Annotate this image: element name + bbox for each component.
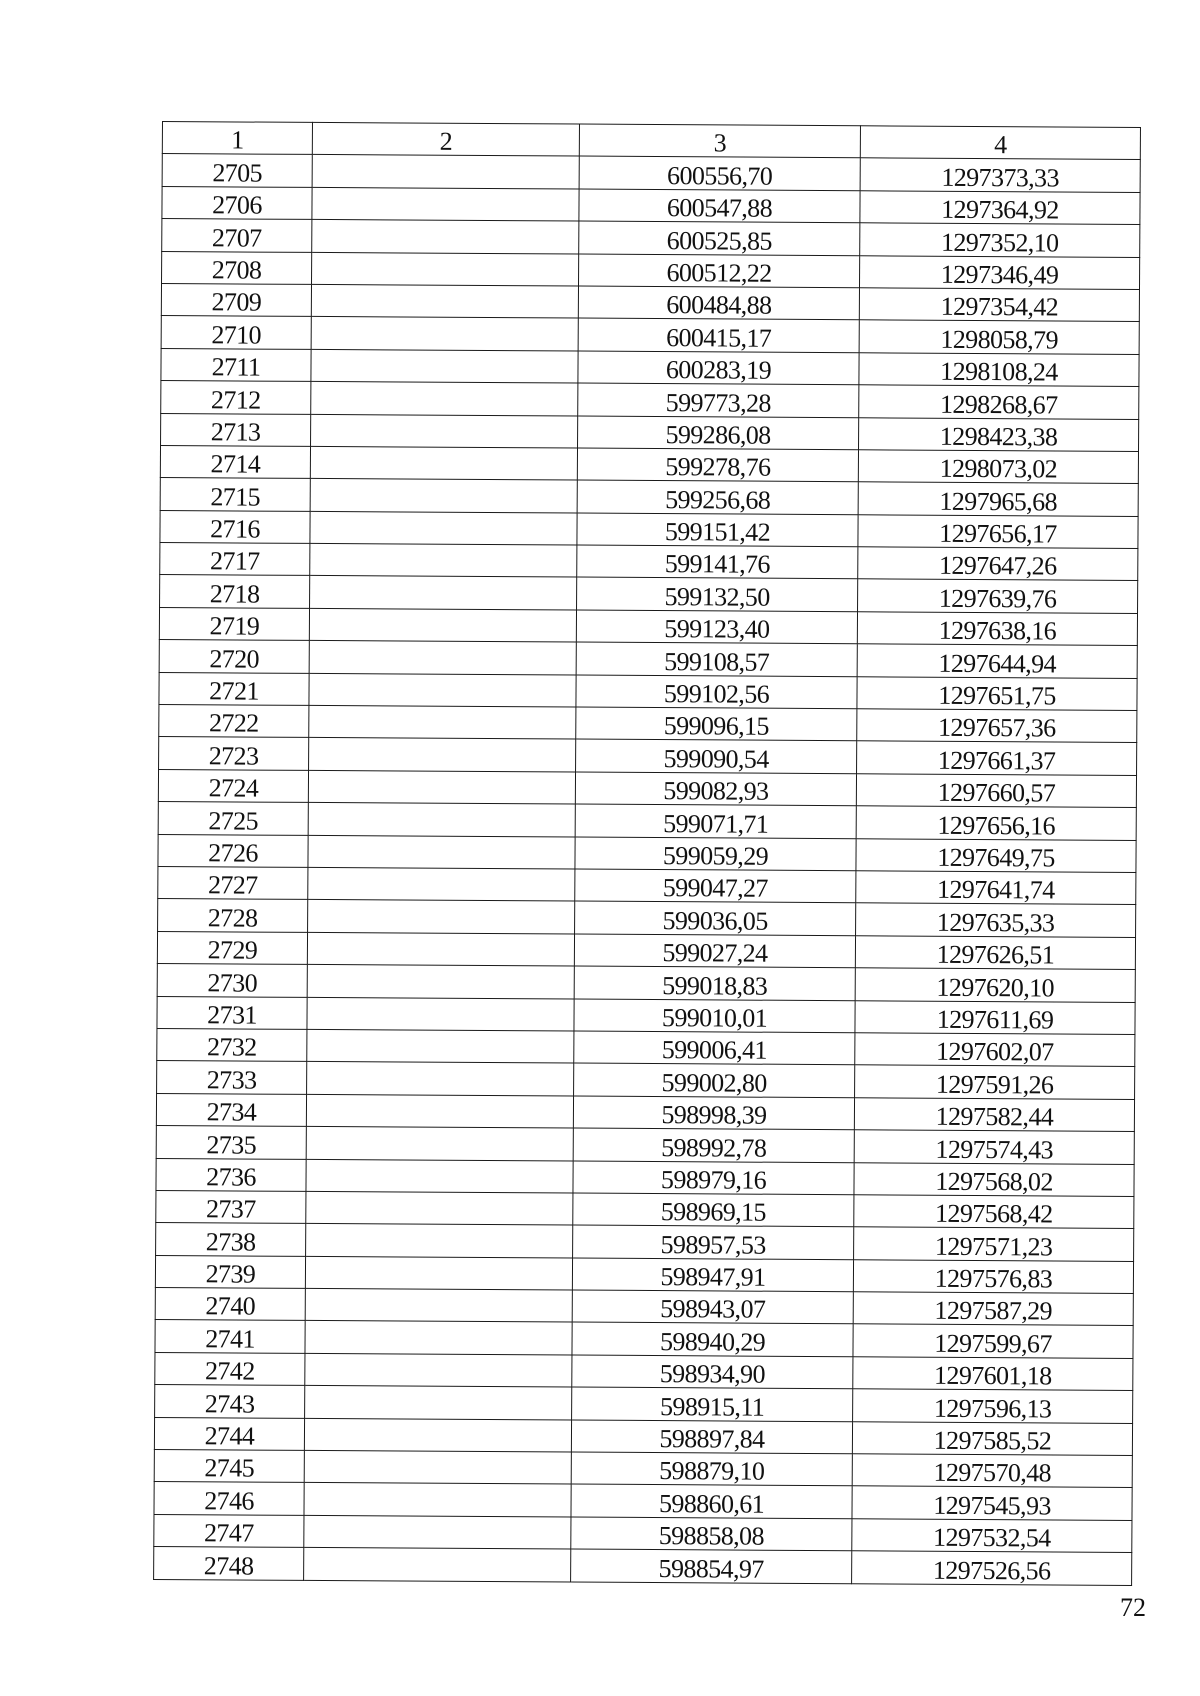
table-cell-col-3: 599096,15 [576, 707, 857, 741]
table-cell-col-3: 598998,39 [573, 1096, 854, 1130]
table-cell-col-2 [311, 349, 578, 383]
table-cell-col-2 [311, 317, 578, 351]
table-cell-col-2 [309, 738, 576, 772]
table-cell-col-4: 1297649,75 [856, 838, 1136, 872]
table-cell-col-1: 2716 [160, 510, 310, 543]
table-cell-col-1: 2710 [161, 316, 311, 349]
header-col-4: 4 [860, 126, 1140, 160]
table-cell-col-4: 1297661,37 [857, 741, 1137, 775]
table-cell-col-2 [306, 1191, 573, 1225]
table-cell-col-2 [306, 1127, 573, 1161]
table-cell-col-1: 2737 [156, 1190, 306, 1223]
table-cell-col-3: 600556,70 [579, 156, 860, 190]
table-cell-col-1: 2734 [156, 1093, 306, 1126]
table-cell-col-2 [306, 1224, 573, 1258]
table-cell-col-2 [309, 608, 576, 642]
table-cell-col-4: 1297638,16 [857, 612, 1137, 646]
table-cell-col-1: 2721 [159, 672, 309, 705]
table-cell-col-4: 1297601,18 [853, 1357, 1133, 1391]
table-cell-col-1: 2714 [160, 445, 310, 478]
table-cell-col-3: 599123,40 [576, 610, 857, 644]
table-cell-col-4: 1297545,93 [852, 1486, 1132, 1520]
table-cell-col-2 [312, 252, 579, 286]
table-cell-col-2 [309, 641, 576, 675]
table-cell-col-3: 598943,07 [572, 1290, 853, 1324]
table-cell-col-3: 599102,56 [576, 675, 857, 709]
table-cell-col-3: 599071,71 [575, 804, 856, 838]
table-cell-col-1: 2738 [156, 1223, 306, 1256]
table-cell-col-1: 2743 [155, 1385, 305, 1418]
table-cell-col-1: 2707 [162, 219, 312, 252]
table-cell-col-3: 598854,97 [571, 1549, 852, 1583]
table-cell-col-4: 1298423,38 [859, 417, 1139, 451]
table-cell-col-4: 1297587,29 [853, 1292, 1133, 1326]
table-cell-col-3: 599010,01 [574, 999, 855, 1033]
table-cell-col-3: 598860,61 [571, 1484, 852, 1518]
table-cell-col-2 [308, 803, 575, 837]
table-cell-col-2 [310, 479, 577, 513]
table-cell-col-1: 2712 [161, 381, 311, 414]
table-cell-col-2 [307, 997, 574, 1031]
table-cell-col-4: 1297591,26 [855, 1065, 1135, 1099]
table-cell-col-1: 2711 [161, 348, 311, 381]
table-cell-col-3: 600283,19 [578, 351, 859, 385]
table-cell-col-4: 1297585,52 [852, 1421, 1132, 1455]
table-cell-col-4: 1297651,75 [857, 676, 1137, 710]
table-cell-col-4: 1298268,67 [859, 385, 1139, 419]
table-cell-col-4: 1297526,56 [852, 1551, 1132, 1585]
table-cell-col-2 [304, 1450, 571, 1484]
table-cell-col-1: 2747 [154, 1514, 304, 1547]
table-cell-col-2 [310, 446, 577, 480]
table-cell-col-2 [312, 187, 579, 221]
table-cell-col-3: 598957,53 [573, 1225, 854, 1259]
table-cell-col-2 [304, 1483, 571, 1517]
table-cell-col-4: 1298058,79 [859, 320, 1139, 354]
table-cell-col-3: 598947,91 [572, 1258, 853, 1292]
table-cell-col-4: 1297965,68 [858, 482, 1138, 516]
table-cell-col-1: 2731 [157, 996, 307, 1029]
table-cell-col-2 [308, 867, 575, 901]
table-cell-col-4: 1297656,17 [858, 514, 1138, 548]
table-cell-col-4: 1297657,36 [857, 709, 1137, 743]
table-cell-col-1: 2726 [158, 834, 308, 867]
table-cell-col-3: 599090,54 [576, 739, 857, 773]
table-cell-col-2 [310, 511, 577, 545]
table-cell-col-4: 1297599,67 [853, 1324, 1133, 1358]
table-cell-col-4: 1297596,13 [853, 1389, 1133, 1423]
table-cell-col-3: 600525,85 [579, 221, 860, 255]
table-cell-col-1: 2739 [155, 1255, 305, 1288]
header-col-2: 2 [312, 122, 579, 156]
table-cell-col-2 [305, 1353, 572, 1387]
table-cell-col-4: 1297641,74 [856, 871, 1136, 905]
table-cell-col-1: 2733 [157, 1061, 307, 1094]
table-cell-col-1: 2746 [154, 1482, 304, 1515]
table-cell-col-1: 2713 [161, 413, 311, 446]
table-cell-col-4: 1297570,48 [852, 1454, 1132, 1488]
table-cell-col-2 [305, 1256, 572, 1290]
table-cell-col-2 [304, 1548, 571, 1582]
table-cell-col-3: 599006,41 [574, 1031, 855, 1065]
table-cell-col-1: 2745 [154, 1449, 304, 1482]
table-cell-col-4: 1297656,16 [856, 806, 1136, 840]
table-cell-col-4: 1297611,69 [855, 1000, 1135, 1034]
table-cell-col-3: 599082,93 [575, 772, 856, 806]
table-cell-col-2 [310, 576, 577, 610]
table-cell-col-2 [309, 673, 576, 707]
table-cell-col-3: 599036,05 [575, 901, 856, 935]
page-number: 72 [1120, 1593, 1146, 1622]
table-cell-col-2 [309, 705, 576, 739]
table-cell-col-1: 2706 [162, 186, 312, 219]
table-cell-col-1: 2740 [155, 1288, 305, 1321]
table-cell-col-1: 2718 [160, 575, 310, 608]
table-cell-col-2 [304, 1418, 571, 1452]
table-cell-col-2 [304, 1515, 571, 1549]
table-cell-col-2 [312, 220, 579, 254]
table-cell-col-2 [312, 155, 579, 189]
table-cell-col-3: 599018,83 [574, 966, 855, 1000]
table-cell-col-1: 2715 [160, 478, 310, 511]
table-cell-col-3: 599286,08 [578, 416, 859, 450]
table-cell-col-3: 599027,24 [574, 934, 855, 968]
table-cell-col-4: 1297532,54 [852, 1519, 1132, 1553]
table-cell-col-4: 1297576,83 [853, 1259, 1133, 1293]
table-cell-col-1: 2728 [158, 899, 308, 932]
table-cell-col-1: 2725 [158, 802, 308, 835]
table-cell-col-3: 600512,22 [578, 254, 859, 288]
table-cell-col-3: 598979,16 [573, 1161, 854, 1195]
table-cell-col-1: 2736 [156, 1158, 306, 1191]
table-cell-col-4: 1297639,76 [858, 579, 1138, 613]
table-cell-col-4: 1297620,10 [855, 968, 1135, 1002]
header-col-3: 3 [579, 124, 860, 158]
table-row [154, 1547, 1132, 1585]
table-cell-col-4: 1297346,49 [859, 255, 1139, 289]
table-cell-col-3: 600484,88 [578, 286, 859, 320]
table-cell-col-2 [305, 1321, 572, 1355]
table-cell-col-2 [305, 1386, 572, 1420]
table-cell-col-1: 2705 [162, 154, 312, 187]
table-cell-col-4: 1297373,33 [860, 158, 1140, 192]
coordinates-table [153, 121, 1141, 1586]
table-cell-col-1: 2748 [154, 1547, 304, 1580]
table-cell-col-2 [307, 932, 574, 966]
table-cell-col-1: 2729 [157, 931, 307, 964]
table-cell-col-1: 2719 [159, 607, 309, 640]
table-cell-col-3: 598879,10 [571, 1452, 852, 1486]
table-cell-col-2 [306, 1094, 573, 1128]
table-cell-col-4: 1298073,02 [858, 450, 1138, 484]
table-cell-col-3: 598897,84 [571, 1420, 852, 1454]
table-cell-col-1: 2744 [154, 1417, 304, 1450]
table-cell-col-4: 1297602,07 [855, 1033, 1135, 1067]
table-cell-col-1: 2722 [159, 705, 309, 738]
table-cell-col-2 [306, 1159, 573, 1193]
table-cell-col-3: 599151,42 [577, 513, 858, 547]
table-cell-col-3: 599256,68 [577, 480, 858, 514]
table-cell-col-1: 2724 [158, 769, 308, 802]
table-cell-col-3: 599002,80 [574, 1063, 855, 1097]
table-cell-col-3: 599108,57 [576, 642, 857, 676]
table-cell-col-2 [305, 1288, 572, 1322]
table-cell-col-2 [308, 770, 575, 804]
table-cell-col-2 [307, 1062, 574, 1096]
table-cell-col-3: 598915,11 [572, 1387, 853, 1421]
table-cell-col-2 [308, 835, 575, 869]
table-cell-col-4: 1297660,57 [856, 774, 1136, 808]
header-col-1: 1 [162, 122, 312, 155]
table-cell-col-4: 1297647,26 [858, 547, 1138, 581]
table-cell-col-1: 2717 [160, 543, 310, 576]
table-cell-col-1: 2723 [159, 737, 309, 770]
table-cell-col-4: 1297574,43 [854, 1130, 1134, 1164]
table-cell-col-3: 599141,76 [577, 545, 858, 579]
table-cell-col-3: 598940,29 [572, 1322, 853, 1356]
table-cell-col-3: 599059,29 [575, 837, 856, 871]
table-cell-col-2 [307, 1029, 574, 1063]
table-cell-col-1: 2727 [158, 866, 308, 899]
table-body [154, 154, 1141, 1585]
table-cell-col-3: 599132,50 [577, 578, 858, 612]
table-cell-col-4: 1297354,42 [859, 288, 1139, 322]
table-cell-col-1: 2732 [157, 1028, 307, 1061]
table-cell-col-4: 1297352,10 [860, 223, 1140, 257]
table-cell-col-3: 599047,27 [575, 869, 856, 903]
table-cell-col-3: 598858,08 [571, 1517, 852, 1551]
table-cell-col-4: 1298108,24 [859, 352, 1139, 386]
table-cell-col-4: 1297582,44 [854, 1097, 1134, 1131]
table-cell-col-3: 598934,90 [572, 1355, 853, 1389]
table-cell-col-3: 599773,28 [578, 383, 859, 417]
table-cell-col-3: 599278,76 [577, 448, 858, 482]
table-cell-col-4: 1297644,94 [857, 644, 1137, 678]
table-cell-col-1: 2730 [157, 964, 307, 997]
table-cell-col-2 [307, 965, 574, 999]
table-cell-col-2 [310, 543, 577, 577]
table-cell-col-4: 1297626,51 [855, 936, 1135, 970]
table-cell-col-4: 1297571,23 [854, 1227, 1134, 1261]
table-cell-col-3: 600547,88 [579, 189, 860, 223]
table-cell-col-2 [311, 382, 578, 416]
table-cell-col-2 [308, 900, 575, 934]
table-cell-col-2 [311, 414, 578, 448]
table-cell-col-1: 2709 [161, 283, 311, 316]
table-cell-col-1: 2742 [155, 1352, 305, 1385]
table-cell-col-4: 1297364,92 [860, 191, 1140, 225]
table-cell-col-3: 598992,78 [573, 1128, 854, 1162]
table-cell-col-3: 600415,17 [578, 318, 859, 352]
table-cell-col-1: 2741 [155, 1320, 305, 1353]
table-cell-col-4: 1297635,33 [856, 903, 1136, 937]
table-cell-col-1: 2735 [156, 1126, 306, 1159]
table-cell-col-3: 598969,15 [573, 1193, 854, 1227]
table-cell-col-4: 1297568,42 [854, 1195, 1134, 1229]
table-cell-col-1: 2708 [162, 251, 312, 284]
table-cell-col-2 [311, 284, 578, 318]
table-cell-col-1: 2720 [159, 640, 309, 673]
table-cell-col-4: 1297568,02 [854, 1162, 1134, 1196]
